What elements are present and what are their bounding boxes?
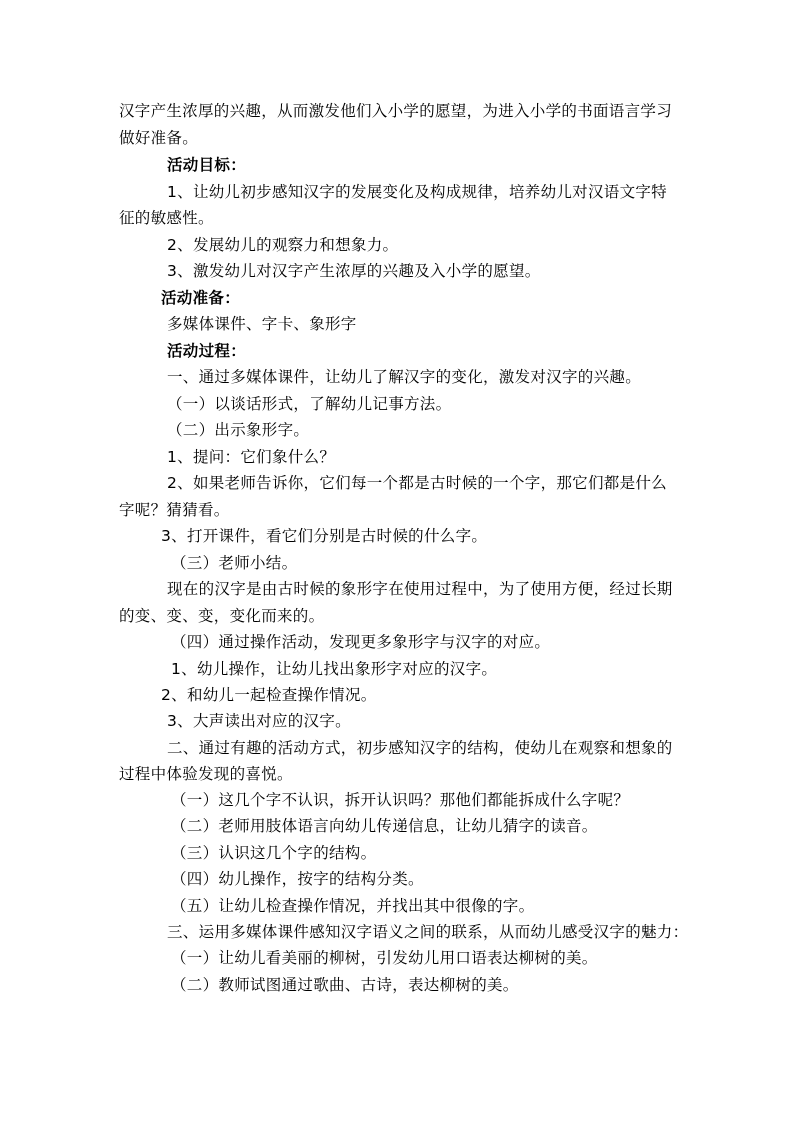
paragraph-line: （四）通过操作活动，发现更多象形字与汉字的对应。: [171, 633, 551, 651]
paragraph-line: （四）幼儿操作，按字的结构分类。: [171, 870, 424, 888]
paragraph-line: 的变、变、变，变化而来的。: [119, 607, 325, 625]
paragraph-line: （三）老师小结。: [171, 554, 298, 572]
section-heading-process: 活动过程：: [167, 342, 247, 360]
paragraph-line: （二）教师试图通过歌曲、古诗，表达柳树的美。: [171, 976, 519, 994]
paragraph-line: 过程中体验发现的喜悦。: [119, 765, 293, 783]
paragraph-line: 多媒体课件、字卡、象形字: [167, 315, 357, 333]
paragraph-line: （二）老师用肢体语言向幼儿传递信息，让幼儿猜字的读音。: [171, 817, 598, 835]
paragraph-line: 1、让幼儿初步感知汉字的发展变化及构成规律，培养幼儿对汉语文字特: [167, 183, 667, 201]
paragraph-line: （五）让幼儿检查操作情况，并找出其中很像的字。: [171, 897, 535, 915]
paragraph-line: 1、幼儿操作，让幼儿找出象形字对应的汉字。: [171, 660, 498, 678]
paragraph-line: 2、和幼儿一起检查操作情况。: [161, 686, 377, 704]
paragraph-line: 汉字产生浓厚的兴趣，从而激发他们入小学的愿望，为进入小学的书面语言学习: [119, 102, 673, 120]
section-heading-preparation: 活动准备：: [161, 289, 241, 307]
paragraph-line: 做好准备。: [119, 129, 199, 147]
paragraph-line: （一）这几个字不认识，拆开认识吗？那他们都能拆成什么字呢？: [171, 791, 630, 809]
paragraph-line: 3、激发幼儿对汉字产生浓厚的兴趣及入小学的愿望。: [167, 262, 541, 280]
paragraph-line: 征的敏感性。: [119, 209, 214, 227]
paragraph-line: （一）让幼儿看美丽的柳树，引发幼儿用口语表达柳树的美。: [171, 949, 598, 967]
paragraph-line: 1、提问：它们象什么？: [167, 448, 336, 466]
paragraph-line: （一）以谈话形式，了解幼儿记事方法。: [167, 395, 452, 413]
paragraph-line: （三）认识这几个字的结构。: [171, 844, 377, 862]
paragraph-line: 2、发展幼儿的观察力和想象力。: [167, 236, 399, 254]
paragraph-line: 字呢？猜猜看。: [119, 501, 230, 519]
paragraph-line: 一、通过多媒体课件，让幼儿了解汉字的变化，激发对汉字的兴趣。: [167, 368, 642, 386]
paragraph-line: 3、打开课件，看它们分别是古时候的什么字。: [161, 527, 488, 545]
section-heading-goals: 活动目标：: [167, 156, 247, 174]
paragraph-line: 3、大声读出对应的汉字。: [167, 712, 351, 730]
paragraph-line: 三、运用多媒体课件感知汉字语义之间的联系，从而幼儿感受汉字的魅力：: [167, 923, 689, 941]
paragraph-line: （二）出示象形字。: [167, 421, 310, 439]
paragraph-line: 二、通过有趣的活动方式，初步感知汉字的结构，使幼儿在观察和想象的: [167, 739, 673, 757]
paragraph-line: 现在的汉字是由古时候的象形字在使用过程中，为了使用方便，经过长期: [167, 580, 673, 598]
paragraph-line: 2、如果老师告诉你，它们每一个都是古时候的一个字，那它们都是什么: [167, 474, 667, 492]
